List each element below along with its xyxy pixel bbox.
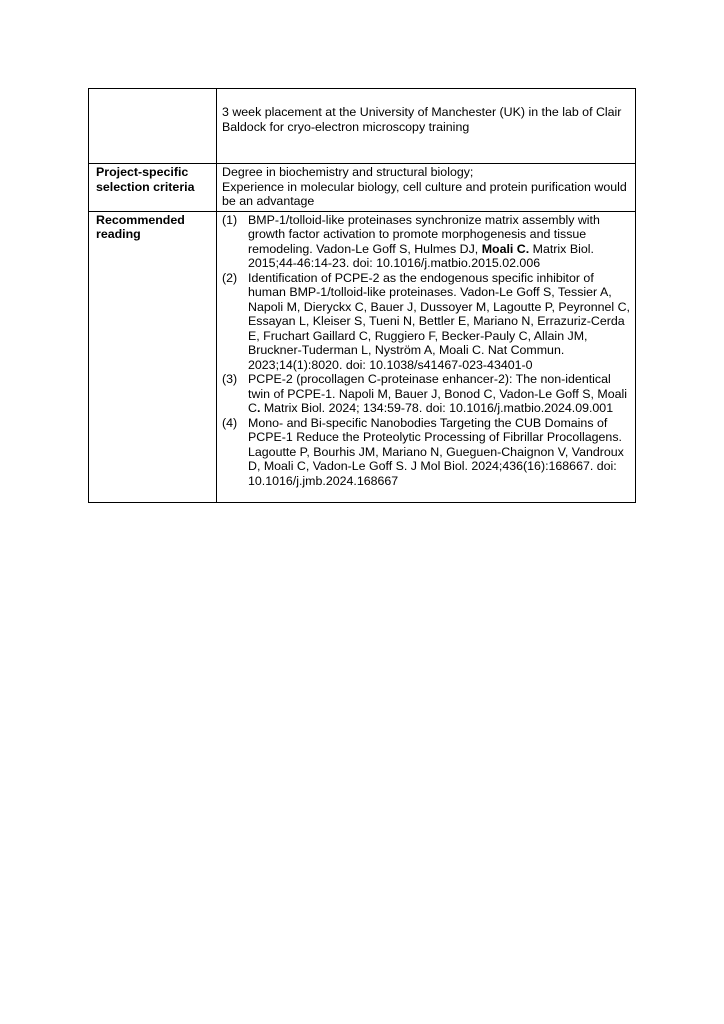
reference-text: Identification of PCPE-2 as the endogenous specific inhibitor of human BMP-1/tolloid-like proteinases. Vadon-Le Goff S, Tessier A, Napoli M, Dieryckx C, Bauer J, Dussoyer M, Lagoutte P, Peyronnel C, Essayan L, Kleiser S, Tueni N, Bettler E, Mariano N, Errazuriz-Cerda E, Fruchart Gaillard C, Ruggiero F, Becker-Pauly C, Allain JM, Bruckner-Tuderman L, Nyström A, Moali C. Nat Commun. 2023;14(1):8020. doi: 10.1038/s41467-023-43401-0 xyxy=(248,270,630,372)
reference-author-bold: Moali C. xyxy=(481,241,530,256)
reference-number: (1) xyxy=(222,212,238,227)
reading-value-cell xyxy=(217,211,636,503)
reading-label: Recommended reading xyxy=(96,212,185,241)
reference-number: (3) xyxy=(222,372,238,386)
reference-author-bold: . xyxy=(256,401,261,415)
placement-text: 3 week placement at the University of Manchester (UK) in the lab of Clair Baldock for cryo-electron microscopy training xyxy=(222,105,622,134)
criteria-label: Project-specific selection criteria xyxy=(96,165,195,194)
criteria-line-degree: Degree in biochemistry and structural biology; xyxy=(222,165,474,179)
reference-item xyxy=(222,372,631,416)
reference-number: (4) xyxy=(222,415,238,430)
reference-text: PCPE-2 (procollagen C-proteinase enhancer-2): The non-identical twin of PCPE-1. Napoli M, Bauer J, Bonod C, Vadon-Le Goff S, Moali C xyxy=(248,372,628,415)
reference-list xyxy=(222,213,631,489)
reference-number: (2) xyxy=(222,270,238,285)
table-row-placement xyxy=(89,89,636,164)
table-row-selection-criteria xyxy=(89,164,636,212)
reading-label-cell xyxy=(89,211,217,503)
reference-journal: Matrix Biol. 2024; 134:59-78. doi: 10.1016/j.matbio.2024.09.001 xyxy=(260,401,614,415)
reference-item xyxy=(222,213,631,271)
criteria-label-cell xyxy=(89,164,217,212)
placement-value-cell xyxy=(217,89,636,164)
reference-text: BMP-1/tolloid-like proteinases synchronize matrix assembly with growth factor activation to promote morphogenesis and tissue remodeling. Vadon-Le Goff S, Hulmes DJ, xyxy=(248,212,600,256)
reference-item xyxy=(222,271,631,373)
reference-journal: Matrix Biol. 2015;44-46:14-23. doi: 10.1016/j.matbio.2015.02.006 xyxy=(248,241,594,270)
placement-label-cell xyxy=(89,89,217,164)
table-row-recommended-reading xyxy=(89,211,636,503)
reference-item xyxy=(222,416,631,489)
criteria-line-experience: Experience in molecular biology, cell culture and protein purification would be an advantage xyxy=(222,179,627,208)
criteria-value-cell xyxy=(217,164,636,212)
reference-text: Mono- and Bi-specific Nanobodies Targeting the CUB Domains of PCPE-1 Reduce the Proteolytic Processing of Fibrillar Procollagens. Lagoutte P, Bourhis JM, Mariano N, Gueguen-Chaignon V, Vandroux D, Moali C, Vadon-Le Goff S. J Mol Biol. 2024;436(16):168667. doi: 10.1016/j.jmb.2024.168667 xyxy=(248,415,624,488)
info-table xyxy=(88,88,636,503)
